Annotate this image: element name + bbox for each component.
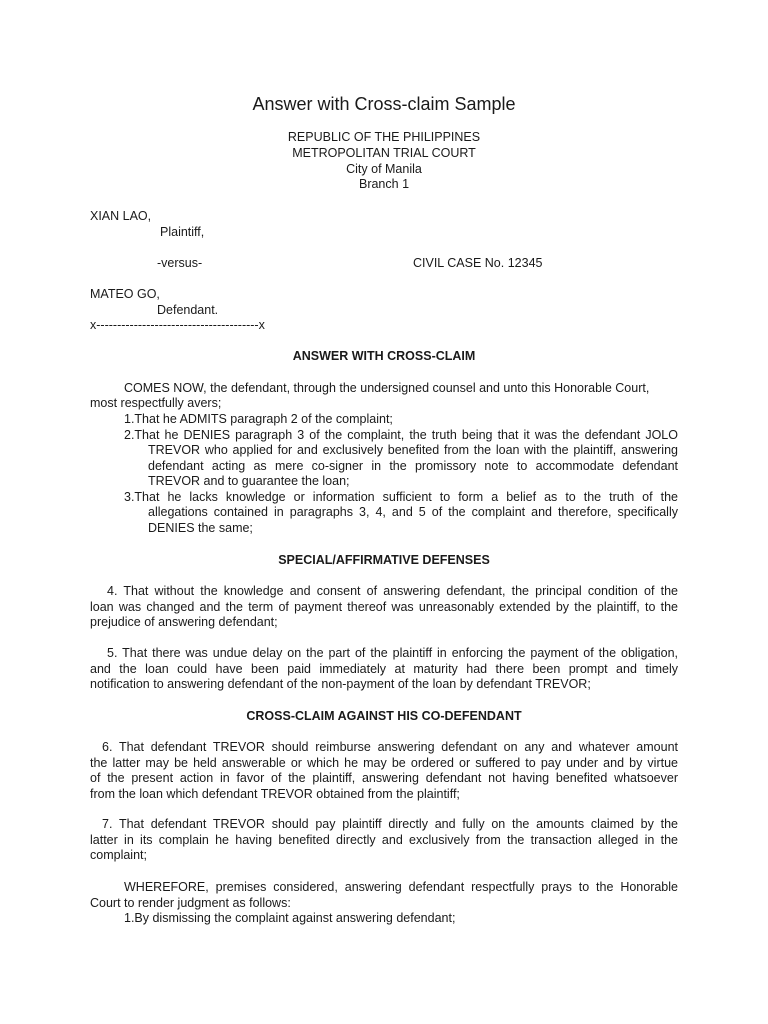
defense-4 bbox=[90, 584, 678, 631]
defense-5 bbox=[90, 646, 678, 693]
defense-4-line: prejudice of answering defendant; bbox=[90, 615, 278, 630]
document-title: Answer with Cross-claim Sample bbox=[252, 94, 516, 114]
court-header-branch: Branch 1 bbox=[358, 177, 410, 191]
averment-2-line: TREVOR and to guarantee the loan; bbox=[148, 474, 350, 489]
court-header-court: METROPOLITAN TRIAL COURT bbox=[292, 146, 476, 160]
averment-2 bbox=[124, 428, 678, 444]
court-header-city: City of Manila bbox=[346, 162, 422, 176]
crossclaim-7-line: complaint; bbox=[90, 848, 147, 863]
defense-5-line: 5. That there was undue delay on the part of the plaintiff in enforcing the payment of the obligation, bbox=[107, 646, 678, 660]
averment-1: 1.That he ADMITS paragraph 2 of the complaint; bbox=[124, 412, 393, 426]
crossclaim-heading: CROSS-CLAIM AGAINST HIS CO-DEFENDANT bbox=[246, 709, 522, 723]
crossclaim-6-line: of the present action in favor of the plaintiff, answering defendant not having benefited whatsoever bbox=[90, 771, 678, 786]
prayer bbox=[90, 880, 678, 911]
defenses-heading: SPECIAL/AFFIRMATIVE DEFENSES bbox=[278, 553, 490, 567]
plaintiff-name: XIAN LAO, bbox=[90, 209, 152, 223]
crossclaim-7-line: 7. That defendant TREVOR should pay plaintiff directly and fully on the amounts claimed by the bbox=[102, 817, 678, 831]
defense-4-line: loan was changed and the term of payment thereof was unreasonably extended by the plaintiff, to the bbox=[90, 599, 678, 614]
defense-5-line: and the loan could have been paid immediately at maturity had there been prompt and timely bbox=[90, 661, 678, 676]
case-number: CIVIL CASE No. 12345 bbox=[413, 256, 543, 270]
crossclaim-7-line: latter in its complain he having benefited directly and exclusively from the transaction alleged in the bbox=[90, 832, 678, 847]
prayer-line: Court to render judgment as follows: bbox=[90, 895, 291, 910]
versus-label: -versus- bbox=[157, 256, 203, 270]
crossclaim-6-line: 6. That defendant TREVOR should reimburse answering defendant on any and whatever amount bbox=[102, 740, 678, 754]
defense-5-line: notification to answering defendant of the non-payment of the loan by defendant TREVOR; bbox=[90, 677, 591, 692]
averment-3-cont bbox=[148, 505, 678, 536]
averment-3 bbox=[124, 490, 678, 506]
averment-3-line: DENIES the same; bbox=[148, 520, 253, 535]
intro-line-1: COMES NOW, the defendant, through the undersigned counsel and unto this Honorable Court, bbox=[124, 381, 650, 395]
plaintiff-role: Plaintiff, bbox=[160, 225, 205, 239]
prayer-line: WHEREFORE, premises considered, answering defendant respectfully prays to the Honorable bbox=[124, 880, 678, 894]
crossclaim-6-line: from the loan which defendant TREVOR obtained from the plaintiff; bbox=[90, 786, 460, 801]
averment-2-cont bbox=[148, 443, 678, 490]
crossclaim-6-line: the latter may be held answerable or which he may be ordered or suffered to pay under and by virtue bbox=[90, 755, 678, 770]
averment-3-line: allegations contained in paragraphs 3, 4, and 5 of the complaint and therefore, specifically bbox=[148, 505, 678, 519]
court-header-republic: REPUBLIC OF THE PHILIPPINES bbox=[287, 130, 481, 144]
caption-separator: x---------------------------------------x bbox=[90, 318, 265, 332]
averment-2-line: 2.That he DENIES paragraph 3 of the complaint, the truth being that it was the defendant JOLO bbox=[124, 428, 678, 442]
answer-heading: ANSWER WITH CROSS-CLAIM bbox=[292, 349, 476, 363]
defense-4-line: 4. That without the knowledge and consent of answering defendant, the principal condition of the bbox=[107, 584, 678, 598]
crossclaim-6 bbox=[90, 740, 678, 802]
prayer-item-1: 1.By dismissing the complaint against answering defendant; bbox=[124, 911, 456, 925]
defendant-name: MATEO GO, bbox=[90, 287, 160, 301]
averment-2-line: TREVOR who applied for and exclusively benefited from the loan with the plaintiff, answering bbox=[148, 443, 678, 457]
intro-line-2: most respectfully avers; bbox=[90, 396, 222, 410]
defendant-role: Defendant. bbox=[157, 303, 219, 317]
averment-2-line: defendant acting as mere co-signer in the promissory note to accommodate defendant bbox=[148, 458, 678, 473]
averment-3-line: 3.That he lacks knowledge or information sufficient to form a belief as to the truth of the bbox=[124, 490, 678, 504]
crossclaim-7 bbox=[90, 817, 678, 864]
